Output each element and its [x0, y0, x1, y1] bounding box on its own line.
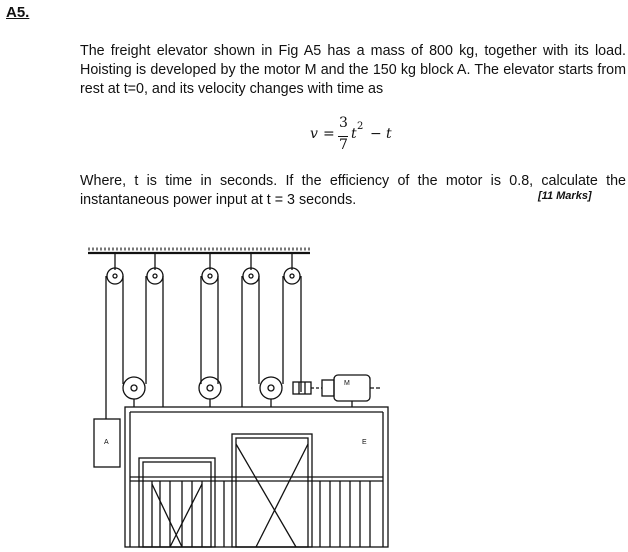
velocity-equation: [310, 112, 430, 156]
problem-statement: The freight elevator shown in Fig A5 has a mass of 800 kg, together with its load. Hoisting is developed by the motor M and the 150 kg block A. The elevator starts from rest at t=0, and its velocity changes with time as: [80, 43, 626, 97]
eq-numerator: 3: [339, 115, 348, 131]
ceiling-support: [88, 249, 310, 253]
question-text: Where, t is time in seconds. If the efficiency of the motor is 0.8, calculate the instantaneous power input at t = 3 seconds.: [80, 173, 626, 208]
eq-term: t: [351, 126, 357, 142]
marks-label: [11 Marks]: [538, 190, 592, 202]
elevator-figure: [84, 244, 404, 550]
top-pulleys: [107, 253, 300, 284]
eq-equals: =: [323, 126, 335, 142]
eq-exponent: 2: [357, 121, 364, 132]
block-label: A: [104, 439, 109, 446]
elevator-pulleys: [123, 377, 282, 407]
eq-denominator: 7: [339, 137, 348, 153]
elevator-label: E: [362, 439, 367, 446]
eq-last-term: t: [386, 126, 392, 142]
motor-label: M: [344, 380, 350, 387]
eq-lhs: v: [310, 126, 318, 142]
elevator-car-e: [125, 407, 388, 547]
counterweight-block-a: [94, 419, 120, 467]
motor-m: [293, 375, 382, 407]
eq-minus: −: [370, 126, 382, 142]
question-number: A5.: [6, 4, 30, 21]
